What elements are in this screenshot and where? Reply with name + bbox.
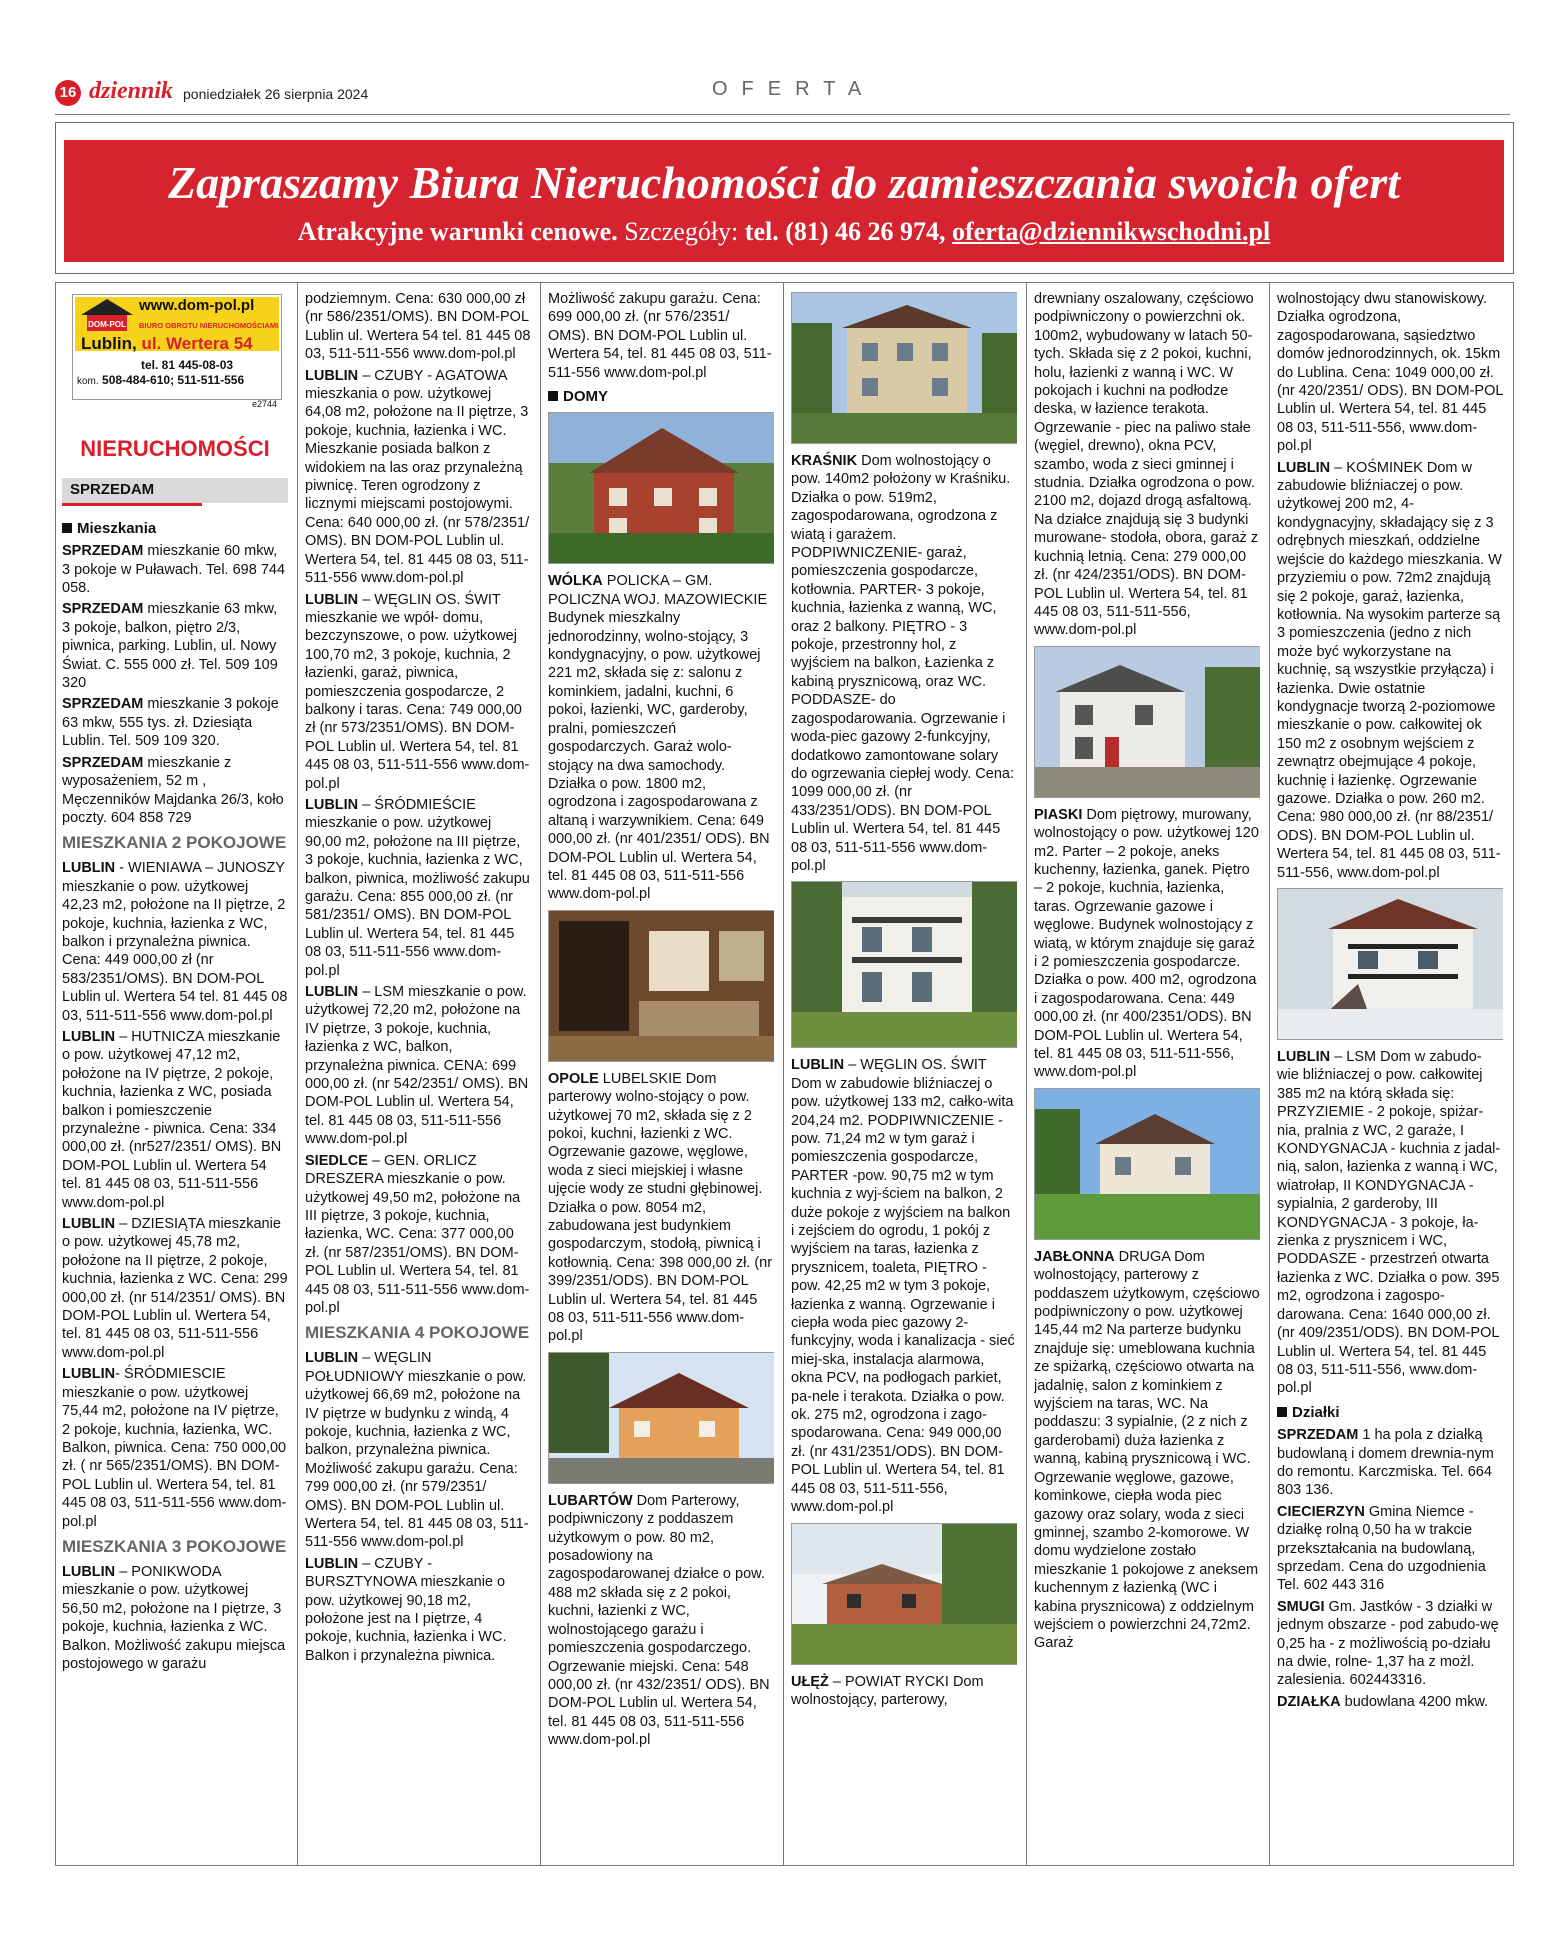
- listing-group: [62, 542, 288, 827]
- promo-banner: [64, 140, 1504, 262]
- listing-keyword: SPRZEDAM: [62, 754, 144, 771]
- listing-keyword: LUBLIN: [305, 1555, 359, 1572]
- listing-text: budowlana 4200 mkw.: [1340, 1693, 1489, 1710]
- listing-item: [305, 1152, 531, 1318]
- listing-keyword: CIECIERZYN: [1277, 1503, 1365, 1520]
- listing-item: [1034, 290, 1260, 640]
- listing-text: DRUGA Dom wolnostojący, parterowy z poddaszem użytkowym, częściowo podpiwniczony o pow. użytkowej 145,44 m2 Na parterze budynku znajduje się: umeblowana kuchnia ze spiżarką, częściowo otwarta na jadalnię, salon z kominkiem z wyjściem na taras, WC. Na poddaszu: 3 sypialnie, (2 z nich z garderobami) duża łazienka z wanną, kabiną prysznicową i WC. Ogrzewanie węglowe, gazowe, kominkowe, ciepła woda piec gazowy oraz solary, woda z sieci gminnej, szambo 2-komorowe. W domu wydzielone zostało mieszkanie 1 pokojowe z aneksem kuchennym z łazienką (WC i kabina prysznicowa) z oddzielnym wejściem o powierzchni 24,72m2. Garaż: [1034, 1248, 1260, 1652]
- listing-text: mieszkanie 60 mkw, 3 pokoje w Puławach. Tel. 698 744 058.: [62, 543, 286, 597]
- winter-house-image: [1278, 889, 1503, 1039]
- listing-text: mieszkanie 63 mkw, 3 pokoje, balkon, piętro 2/3, piwnica, parking. Lublin, ul. Nowy Świat. C. 555 000 zł. Tel. 509 109 320: [62, 601, 278, 692]
- listing-item: [62, 859, 288, 1025]
- listing-item: [62, 1215, 288, 1362]
- listing-keyword: LUBLIN: [791, 1057, 845, 1074]
- listing-text: Gmina Niemce - działkę rolną 0,50 ha w trakcie przekształcania na budowlaną, sprzedam. Cena do uzgodnienia Tel. 602 443 316: [1277, 1503, 1486, 1594]
- listing-keyword: LUBLIN: [62, 1563, 116, 1580]
- category-label: MIESZKANIA 2 POKOJOWE: [62, 833, 287, 853]
- listing-keyword: LUBLIN: [305, 984, 359, 1001]
- listing-keyword: KRAŚNIK: [791, 453, 858, 469]
- listing-item: [305, 290, 531, 364]
- listing-text: Dom Parterowy, podpiwniczony z poddaszem użytkowym o pow. 80 m2, posadowiony na zagospodarowanej działce o pow. 488 m2 składa się z 2 pokoi, kuchni, łazienki z WC, wolnostojącego garażu i pomieszczenia gospodarczego. Ogrzewanie miejski. Cena: 548 000,00 zł. (nr 432/2351/ ODS). BN DOM-POL Lublin ul. Wertera 54, tel. 81 445 08 03, 511-511-556 www.dom-pol.pl: [548, 1492, 770, 1749]
- ad-street: ul. Wertera 54: [141, 334, 253, 353]
- listing-keyword: LUBLIN: [62, 1366, 116, 1383]
- listing-text: – POWIAT RYCKI Dom wolnostojący, parterowy,: [791, 1673, 984, 1708]
- listing-keyword: LUBARTÓW: [548, 1492, 633, 1509]
- listing-group: [1277, 290, 1503, 882]
- listing-keyword: LUBLIN: [305, 796, 359, 813]
- banner-subtitle: [64, 217, 1504, 247]
- white-semi-detached-image: [792, 882, 1017, 1047]
- sprzedam-header: SPRZEDAM: [62, 478, 288, 502]
- listing-keyword: SMUGI: [1277, 1598, 1325, 1615]
- listing-item: [548, 572, 774, 903]
- listing-text: 1 ha pola z działką budowlaną i domem drewnia-nym do remontu. Karczmiska. Tel. 664 803 136.: [1277, 1427, 1494, 1499]
- square-bullet-icon: [548, 391, 558, 401]
- column-6: [1277, 290, 1503, 1860]
- listing-item: [791, 1056, 1017, 1516]
- listing-text: – WĘGLIN OS. ŚWIT Dom w zabudowie bliźniaczej o pow. użytkowej 133 m2, całko-wita 204,24 m2. PODPIWNICZENIE - pow. 71,24 m2 w tym garaż i pomieszczenia gospodarcze, PARTER -pow. 90,75 m2 w tym kuchnia z wyj-ściem na balkon, 2 duże pokoje z wyjściem na balkon i zejściem do ogrodu, 1 pokój z wyjściem na taras, łazienka z prysznicem, toaleta, PIĘTRO - pow. 42,25 m2 w tym 3 pokoje, łazienka z wanną. Ogrzewanie i ciepła woda piec gazowy 2-funkcyjny, woda i kanalizacja - sieć miej-ska, instalacja alarmowa, okna PCV, na podłogach parkiet, pa-nele i terakota. Działka o pow. ok. 275 m2, ogrodzona i zago-spodarowana. Cena: 949 000,00 zł. (nr 431/2351/ODS). BN DOM-POL Lublin ul. Wertera 54, tel. 81 445 08 03, 511-511-556, www.dom-pol.pl: [791, 1057, 1015, 1516]
- red-brick-house-image: [549, 413, 774, 563]
- ad-kom-numbers: 508-484-610; 511-511-556: [102, 373, 245, 387]
- column-divider: [1026, 282, 1027, 1866]
- orange-house-image: [549, 1353, 774, 1483]
- listing-keyword: LUBLIN: [1277, 459, 1331, 476]
- banner-title: Zapraszamy Biura Nieruchomości do zamieszczania swoich ofert: [168, 157, 1400, 208]
- listing-keyword: WÓLKA: [548, 573, 603, 590]
- listing-keyword: LUBLIN: [62, 860, 116, 877]
- listing-text: drewniany oszalowany, częściowo podpiwniczony o powierzchni ok. 100m2, wybudowany w latach 50-tych. Składa się z 2 pokoi, kuchni, holu, łazienki z wanną i WC. W pokojach i kuchni na podłodze deska, w łazience terakota. Ogrzewanie - piec na paliwo stałe (węgiel, drewno), okna PCV, szambo, woda z sieci gminnej i studnia. Działka ogrodzona o pow. 2100 m2, dojazd drogą asfaltową. Na działce znajdują się 3 budynki murowane- stodoła, obora, garaż z kuchnią letnią. Cena: 279 000,00 zł. (nr 424/2351/ODS). BN DOM-POL Lublin ul. Wertera 54, tel. 81 445 08 03, 511-511-556, www.dom-pol.pl: [1034, 291, 1259, 639]
- column-4: [791, 290, 1017, 1860]
- ad-city: Lublin,: [81, 334, 137, 353]
- listing-item: [305, 796, 531, 980]
- listing-text: - WIENIAWA – JUNOSZY mieszkanie o pow. użytkowej 42,23 m2, położone na II piętrze, 2 pokoje, kuchnia, łazienka z WC, balkon i przynależna piwnica. Cena: 449 000,00 zł (nr 583/2351/OMS). BN DOM-POL Lublin ul. Wertera 54 tel. 81 445 08 03, 511-511-556 www.dom-pol.pl: [62, 860, 288, 1024]
- listing-text: – LSM Dom w zabudo-wie bliźniaczej o pow. całkowitej 385 m2 na którą składa się: PRZYZIEMIE - 2 pokoje, spiżar-nia, pralnia z WC, 2 garaże, I KONDYGNACJA - kuchnia z jadal-nią, salon, łazienka z wanną i WC, wiatrołap, II KONDYGNACJA - sypialnia, 2 garderoby, III KONDYGNACJA - 3 pokoje, ła-zienka z prysznicem i WC, PODDASZE - przestrzeń otwarta łazienka z WC. Działka o pow. 395 m2, ogrodzona i zagospo-darowana. Cena: 1640 000,00 zł. (nr 409/2351/ODS). BN DOM-POL Lublin ul. Wertera 54, tel. 81 445 08 03, 511-511-556, www.dom-pol.pl: [1277, 1049, 1501, 1397]
- listing-item: [1277, 1048, 1503, 1398]
- listing-item: [1277, 290, 1503, 456]
- listing-text: POLICKA – GM. POLICZNA WOJ. MAZOWIECKIE Budynek mieszkalny jednorodzinny, wolno-stojący, 3 kondygnacyjny, o pow. użytkowej 221 m2, składa się z: salonu z kominkiem, jadalni, kuchni, 6 pokoi, łazienki, WC, garderoby, pralni, pomieszczeń gospodarczych. Garaż wolo-stojący na dwa samochody. Działka o pow. 1800 m2, ogrodzona i zagospodarowana z altaną i warzywnikiem. Cena: 649 000,00 zł. (nr 401/2351/ ODS). BN DOM-POL Lublin ul. Wertera 54, tel. 81 445 08 03, 511-511-556 www.dom-pol.pl: [548, 573, 770, 903]
- listing-item: [305, 983, 531, 1149]
- listing-keyword: LUBLIN: [305, 367, 359, 384]
- listing-text: Dom wolnostojący o pow. 140m2 położony w Kraśniku. Działka o pow. 519m2, zagospodarowana, ogrodzona z wiatą i garażem. PODPIWNICZENIE- garaż, pomieszczenia gospodarcze, kotłownia. PARTER- 3 pokoje, kuchnia, łazienka z wanną, WC, oraz 2 balkony. PIĘTRO - 3 pokoje, przestronny hol, z wyjściem na balkon, Łazienka z kabiną prysznicową, oraz WC. PODDASZE- do zagospodarowania. Ogrzewanie i woda-piec gazowy 2-funkcyjny, dodatkowo zamontowane solary do ogrzewania ciepłej wody. Cena: 1099 000,00 zł. (nr 433/2351/ODS). BN DOM-POL Lublin ul. Wertera 54, tel. 81 445 08 03, 511-511-556 www.dom-pol.pl: [791, 453, 1015, 874]
- listing-text: – ŚRÓDMIEŚCIE mieszkanie o pow. użytkowej 90,00 m2, położone na III piętrze, 3 pokoje, kuchnia, łazienka z WC, balkon, piwnica, możliwość zakupu garażu. Cena: 855 000,00 zł. (nr 581/2351/ OMS). BN DOM-POL Lublin ul. Wertera 54, tel. 81 445 08 03, 511-511-556 www.dom-pol.pl: [305, 796, 530, 979]
- house-photo: [548, 1352, 774, 1484]
- listing-keyword: OPOLE: [548, 1070, 599, 1087]
- listing-text: - ŚRÓDMIESCIE mieszkanie o pow. użytkowej 75,44 m2, położone na IV piętrze, 2 pokoje, kuchnia, łazienka, WC. Balkon, piwnica. Cena: 750 000,00 zł. ( nr 565/2351/OMS). BN DOM-POL Lublin ul. Wertera 54, tel. 81 445 08 03, 511-511-556 www.dom-pol.pl: [62, 1366, 287, 1530]
- listing-item: [791, 1673, 1017, 1710]
- listing-group: [1277, 1048, 1503, 1398]
- listing-item: [1277, 1598, 1503, 1690]
- listing-item: [1277, 1693, 1503, 1711]
- listing-text: Dom piętrowy, murowany, wolnostojący o pow. użytkowej 120 m2. Parter – 2 pokoje, aneks kuchenny, łazienka, ganek. Piętro – 2 pokoje, kuchnia, łazienka, taras. Ogrzewanie gazowe i węglowe. Budynek wolnostojący z wiatą, w którym znajduje się garaż i 2 pomieszczenia gospodarcze. Działka o pow. 400 m2, ogrodzona i zagospodarowana. Cena: 449 000,00 zł. (nr 400/2351/ODS). BN DOM-POL Lublin ul. Wertera 54, tel. 81 445 08 03, 511-511-556, www.dom-pol.pl: [1034, 806, 1259, 1081]
- listing-group: [305, 290, 531, 1317]
- house-photo: [548, 412, 774, 564]
- house-photo: [791, 292, 1017, 444]
- listing-text: podziemnym. Cena: 630 000,00 zł (nr 586/2351/OMS). BN DOM-POL Lublin ul. Wertera 54 tel. 81 445 08 03, 511-511-556 www.dom-pol.pl: [305, 291, 531, 363]
- subsection-label: Mieszkania: [77, 519, 157, 537]
- listing-group: [1034, 1248, 1260, 1653]
- section-title: OFERTA: [712, 78, 876, 100]
- listing-text: – LSM mieszkanie o pow. użytkowej 72,20 m2, położone na IV piętrze, 3 pokoje, kuchnia, łazienka z WC, balkon, przynależna piwnica. CENA: 699 000,00 zł. (nr 542/2351/ OMS). BN DOM-POL Lublin ul. Wertera 54, tel. 81 445 08 03, 511-511-556 www.dom-pol.pl: [305, 984, 529, 1148]
- listing-group: [791, 452, 1017, 875]
- ad-kom-label: kom.: [77, 376, 99, 387]
- house-photo: [791, 1523, 1017, 1665]
- listing-item: [62, 1028, 288, 1212]
- ad-mobile: [77, 371, 244, 391]
- house-logo-icon: [79, 297, 135, 333]
- listing-group: [62, 1563, 288, 1673]
- subsection-label: Działki: [1292, 1403, 1340, 1421]
- ad-phone: tel. 81 445-08-03: [141, 358, 234, 372]
- column-2: [305, 290, 531, 1860]
- listing-group: [305, 1349, 531, 1665]
- white-two-storey-house-image: [1035, 647, 1260, 797]
- listing-item: [305, 1349, 531, 1551]
- subsection-label: DOMY: [563, 388, 608, 406]
- listing-text: – HUTNICZA mieszkanie o pow. użytkowej 47,12 m2, położone na IV piętrze, 2 pokoje, kuchnia, łazienka z WC, posiada balkon i pomieszczenie przynależne - piwnica. Cena: 334 000,00 zł. (nr527/2351/ OMS). BN DOM-POL Lublin ul. Wertera 54 tel. 81 445 08 03, 511-511-556 www.dom-pol.pl: [62, 1028, 282, 1211]
- house-photo: [1277, 888, 1503, 1040]
- listing-item: [791, 452, 1017, 875]
- category-heading: NIERUCHOMOŚCI: [80, 436, 270, 461]
- listing-text: mieszkanie 3 pokoje 63 mkw, 555 tys. zł. Dziesiąta Lublin. Tel. 509 109 320.: [62, 696, 279, 750]
- listing-group: [1277, 1426, 1503, 1711]
- living-room-image: [549, 911, 774, 1061]
- issue-date: poniedziałek 26 sierpnia 2024: [183, 86, 369, 102]
- listing-group: [1034, 290, 1260, 640]
- listing-keyword: LUBLIN: [1277, 1049, 1331, 1065]
- listing-text: – CZUBY - BURSZTYNOWA mieszkanie o pow. użytkowej 90,18 m2, położone jest na I piętrze, 4 pokoje, kuchnia, łazienka i WC. Balkon i przynależna piwnica.: [305, 1555, 507, 1664]
- listing-text: wolnostojący dwu stanowiskowy. Działka ogrodzona, zagospodarowana, sąsiedztwo domów jednorodzinnych, ok. 15km do Lublina. Cena: 1049 000,00 zł. (nr 420/2351/ ODS). BN DOM-POL Lublin ul. Wertera 54, tel. 81 445 08 03, 511-511-556, www.dom-pol.pl: [1277, 291, 1503, 455]
- listing-text: – DZIESIĄTA mieszkanie o pow. użytkowej 45,78 m2, położone na II piętrze, 2 pokoje, kuchnia, łazienka z WC. Cena: 299 000,00 zł. (nr 514/2351/ OMS). BN DOM-POL Lublin ul. Wertera 54, tel. 81 445 08 03, 511-511-556 www.dom-pol.pl: [62, 1216, 288, 1361]
- listing-item: [1277, 1503, 1503, 1595]
- listing-keyword: UŁĘŻ: [791, 1673, 829, 1690]
- listing-keyword: SPRZEDAM: [62, 543, 144, 560]
- listing-item: [548, 1070, 774, 1346]
- listing-item: [62, 754, 288, 828]
- listing-keyword: LUBLIN: [305, 591, 359, 608]
- listing-keyword: SPRZEDAM: [1277, 1427, 1359, 1444]
- ad-website[interactable]: www.dom-pol.pl: [139, 297, 255, 314]
- ad-address: [81, 335, 253, 353]
- column-1: [62, 290, 288, 1860]
- listing-keyword: LUBLIN: [62, 1216, 116, 1233]
- listing-text: – GEN. ORLICZ DRESZERA mieszkanie o pow. użytkowej 49,50 m2, położone na III piętrze, 3 pokoje, kuchnia, łazienka, WC. Cena: 377 000,00 zł. (nr 587/2351/OMS). BN DOM-POL Lublin ul. Wertera 54, tel. 81 445 08 03, 511-511-556 www.dom-pol.pl: [305, 1152, 530, 1316]
- listing-text: – WĘGLIN POŁUDNIOWY mieszkanie o pow. użytkowej 66,69 m2, położone na IV piętrze w budynku z windą, 4 pokoje, kuchnia, łazienka z WC, balkon, przynależna piwnica. Możliwość zakupu garażu. Cena: 799 000,00 zł. (nr 579/2351/ OMS). BN DOM-POL Lublin ul. Wertera 54, tel. 81 445 08 03, 511-511-556 www.dom-pol.pl: [305, 1350, 529, 1551]
- house-photo: [1034, 1088, 1260, 1240]
- listing-item: [305, 591, 531, 793]
- header-rule: [55, 114, 1510, 115]
- listing-text: Gm. Jastków - 3 działki w jednym obszarze - pod zabudo-wę 0,25 ha - z możliwością po-działu na dwie, rolne- 1,37 ha z możl. zalesienia. 602443316.: [1277, 1598, 1499, 1689]
- ad-firm: BIURO OBROTU NIERUCHOMOŚCIAMI: [139, 321, 279, 330]
- listing-item: [62, 1563, 288, 1673]
- listing-keyword: SPRZEDAM: [62, 601, 144, 618]
- listing-text: LUBELSKIE Dom parterowy wolno-stojący o pow. użytkowej 70 m2, składa się z 2 pokoi, kuchni, łazienki z WC. Ogrzewanie gazowe, węglowe, woda z sieci miejskiej i własne ujęcie wody ze studni głębinowej. Działka o pow. 8054 m2, zabudowana jest budynkiem gospodarczym, stodołą, piwnicą i kotłownią. Cena: 398 000,00 zł. (nr 399/2351/ODS). BN DOM-POL Lublin ul. Wertera 54, tel. 81 445 08 03, 511-511-556 www.dom-pol.pl: [548, 1070, 773, 1345]
- listing-group: [548, 1492, 774, 1750]
- column-divider: [540, 282, 541, 1866]
- beige-villa-image: [792, 293, 1017, 443]
- listing-item: [62, 542, 288, 597]
- villa-with-lawn-image: [1035, 1089, 1260, 1239]
- listing-item: [1034, 1248, 1260, 1653]
- dom-pol-ad[interactable]: [72, 294, 282, 409]
- listing-group: [791, 1056, 1017, 1516]
- banner-lead: Atrakcyjne warunki cenowe.: [297, 217, 618, 246]
- category-label: MIESZKANIA 3 POKOJOWE: [62, 1536, 287, 1556]
- listing-item: [305, 367, 531, 588]
- listing-item: [1034, 806, 1260, 1082]
- listing-text: mieszkanie z wyposażeniem, 52 m , Męczenników Majdanka 26/3, koło poczty. 604 858 729: [62, 754, 284, 826]
- listing-item: [548, 1492, 774, 1750]
- page-number: 16: [55, 80, 81, 106]
- listing-item: [62, 695, 288, 750]
- column-3: [548, 290, 774, 1860]
- brick-cottage-image: [792, 1524, 1017, 1664]
- listing-text: – CZUBY - AGATOWA mieszkania o pow. użytkowej 64,08 m2, położone na II piętrze, 3 pokoje, kuchnia, łazienka i WC. Mieszkanie posiada balkon z widokiem na las oraz przynależną piwnicę. Teren ogrodzony z licznymi miejscami postojowymi. Cena: 640 000,00 zł. (nr 578/2351/ OMS). BN DOM-POL Lublin ul. Wertera 54, tel. 81 445 08 03, 511-511-556 www.dom-pol.pl: [305, 367, 530, 587]
- listing-group: [1034, 806, 1260, 1082]
- page-header: [55, 80, 1515, 110]
- square-bullet-icon: [1277, 1407, 1287, 1417]
- listing-text: – PONIKWODA mieszkanie o pow. użytkowej 56,50 m2, położone na I piętrze, 3 pokoje, kuchnia, łazienka z WC. Balkon. Możliwość zakupu miejsca postojowego w garażu: [62, 1563, 286, 1672]
- listing-keyword: JABŁONNA: [1034, 1248, 1115, 1265]
- listing-item: [1277, 1426, 1503, 1500]
- listing-keyword: PIASKI: [1034, 806, 1083, 823]
- listing-item: [62, 600, 288, 692]
- listing-group: [62, 859, 288, 1531]
- category-label: MIESZKANIA 4 POKOJOWE: [305, 1323, 530, 1343]
- square-bullet-icon: [62, 523, 72, 533]
- column-5: [1034, 290, 1260, 1860]
- listing-keyword: LUBLIN: [305, 1350, 359, 1367]
- subsection-heading: [62, 520, 288, 538]
- subsection-heading: [1277, 1404, 1503, 1422]
- listing-item: [305, 1555, 531, 1665]
- listing-text: – WĘGLIN OS. ŚWIT mieszkanie we wpół- domu, bezczynszowe, o pow. użytkowej 100,70 m2, 3 pokoje, kuchnia, 2 łazienki, garaż, piwnica, pomieszczenia gospodarcze, 2 balkony i taras. Cena: 749 000,00 zł (nr 573/2351/OMS). BN DOM-POL Lublin ul. Wertera 54, tel. 81 445 08 03, 511-511-556 www.dom-pol.pl: [305, 591, 530, 792]
- banner-details: Szczegóły:: [624, 217, 739, 246]
- column-divider: [297, 282, 298, 1866]
- listing-keyword: SIEDLCE: [305, 1152, 368, 1169]
- listing-keyword: SPRZEDAM: [62, 696, 144, 713]
- column-divider: [1269, 282, 1270, 1866]
- ad-logo-text: DOM-POL: [88, 320, 126, 329]
- subsection-heading: [548, 388, 774, 406]
- listing-group: [791, 1673, 1017, 1710]
- banner-email-link[interactable]: oferta@dziennikwschodni.pl: [952, 217, 1271, 246]
- house-photo: [1034, 646, 1260, 798]
- listing-item: [1277, 459, 1503, 882]
- listing-keyword: DZIAŁKA: [1277, 1693, 1341, 1710]
- listing-continuation: Możliwość zakupu garażu. Cena: 699 000,00 zł. (nr 576/2351/ OMS). BN DOM-POL Lublin ul. Wertera 54, tel. 81 445 08 03, 511-511-556 www.dom-pol.pl: [548, 291, 772, 381]
- listing-text: – KOŚMINEK Dom w zabudowie bliźniaczej o pow. użytkowej 200 m2, 4-kondygnacyjny, składający się z 3 odrębnych mieszkań, oddzielne wejście do każdego mieszkania. W przyziemiu o pow. 72m2 znajdują się 2 pokoje, garaż, łazienka, kotłownia. Na wysokim parterze są 3 pomieszczenia (jedno z nich może być wykorzystane na kuchnię, są wszystkie przyłącza) i łazienka. Dwie ostatnie kondygnacje tworzą 2-poziomowe mieszkanie o pow. całkowitej ok 150 m2 z osobnym wejściem z zewnątrz obejmujące 4 pokoje, kuchnię i łazienkę. Ogrzewanie gazowe. Działka o pow. 260 m2. Cena: 980 000,00 zł. (nr 88/2351/ ODS). BN DOM-POL Lublin ul. Wertera 54, tel. 81 445 08 03, 511-511-556, www.dom-pol.pl: [1277, 459, 1502, 881]
- listing-group: [548, 572, 774, 903]
- column-divider: [783, 282, 784, 1866]
- house-photo: [791, 881, 1017, 1048]
- ad-code: e2744: [251, 398, 277, 409]
- newspaper-logo: dziennik: [89, 78, 174, 104]
- interior-photo: [548, 910, 774, 1062]
- banner-phone: tel. (81) 46 26 974,: [744, 217, 946, 246]
- red-underline: [62, 503, 202, 506]
- listing-item: [62, 1365, 288, 1531]
- listing-group: [548, 1070, 774, 1346]
- listing-keyword: LUBLIN: [62, 1028, 116, 1045]
